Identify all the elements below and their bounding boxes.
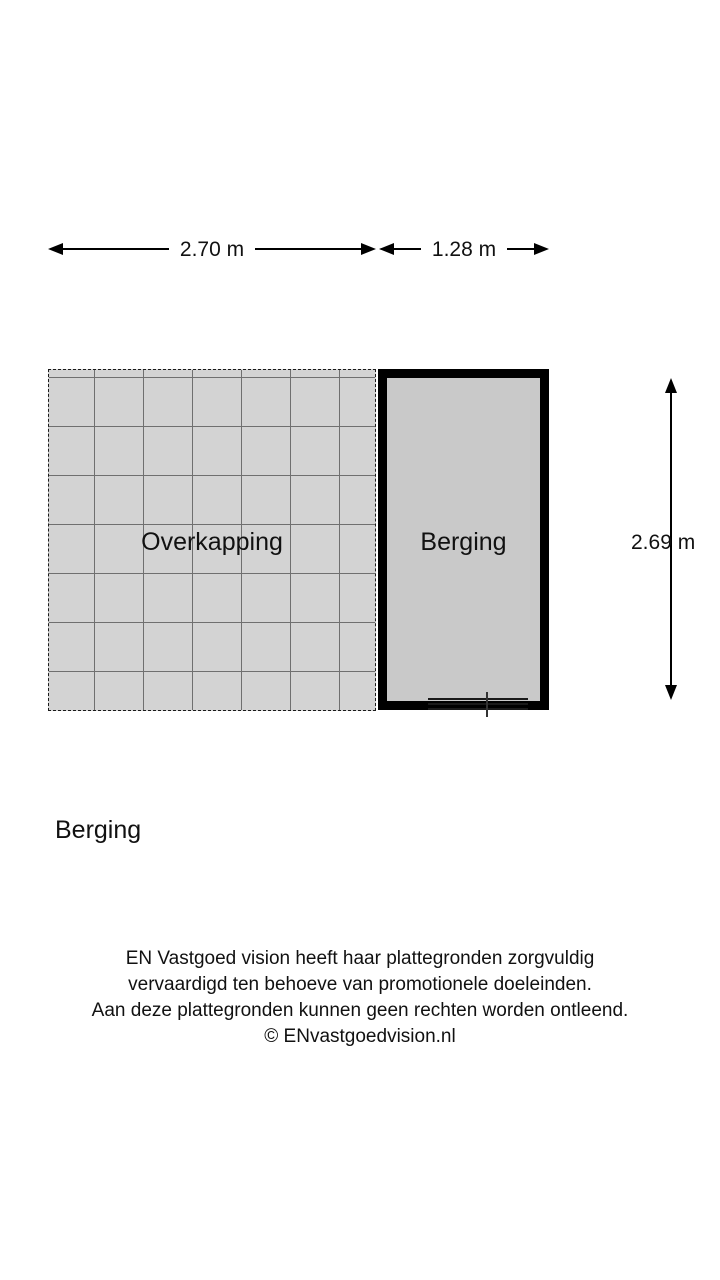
door-leaf-line [428, 703, 528, 705]
tile-gridline [49, 377, 375, 378]
tile-gridline [49, 426, 375, 427]
door-mullion [486, 692, 488, 717]
disclaimer-text [0, 946, 720, 1050]
door-leaf-line [428, 698, 528, 700]
dimension-line [507, 248, 534, 250]
dimension-line [63, 248, 169, 250]
room-label-berging: Berging [420, 528, 507, 556]
dimension-berging-width-label: 1.28 m [431, 237, 497, 261]
door-leaf-line [428, 708, 528, 710]
tile-gridline [49, 671, 375, 672]
dimension-line [255, 248, 361, 250]
disclaimer-line-4: © ENvastgoedvision.nl [264, 1026, 456, 1047]
tile-gridline [49, 475, 375, 476]
arrow-right-icon [361, 243, 376, 255]
arrow-right-icon [534, 243, 549, 255]
dimension-plan-depth-label: 2.69 m [631, 531, 696, 554]
dimension-overkapping-width-label: 2.70 m [179, 237, 245, 261]
arrow-up-icon [665, 378, 677, 393]
tile-gridline [49, 524, 375, 525]
door-berging [428, 698, 528, 713]
arrow-left-icon [48, 243, 63, 255]
dimension-overkapping-width [48, 234, 376, 264]
arrow-down-icon [665, 685, 677, 700]
page-title: Berging [55, 816, 142, 844]
tile-gridline [49, 573, 375, 574]
disclaimer-line-3: Aan deze plattegronden kunnen geen rechten worden ontleend. [91, 1000, 629, 1021]
disclaimer-line-2: vervaardigd ten behoeve van promotionele doeleinden. [128, 974, 592, 995]
disclaimer-line-1: EN Vastgoed vision heeft haar plattegronden zorgvuldig [125, 948, 595, 969]
room-label-overkapping: Overkapping [141, 528, 283, 556]
arrow-left-icon [379, 243, 394, 255]
dimension-line [394, 248, 421, 250]
dimension-berging-width [379, 234, 549, 264]
tile-gridline [49, 622, 375, 623]
